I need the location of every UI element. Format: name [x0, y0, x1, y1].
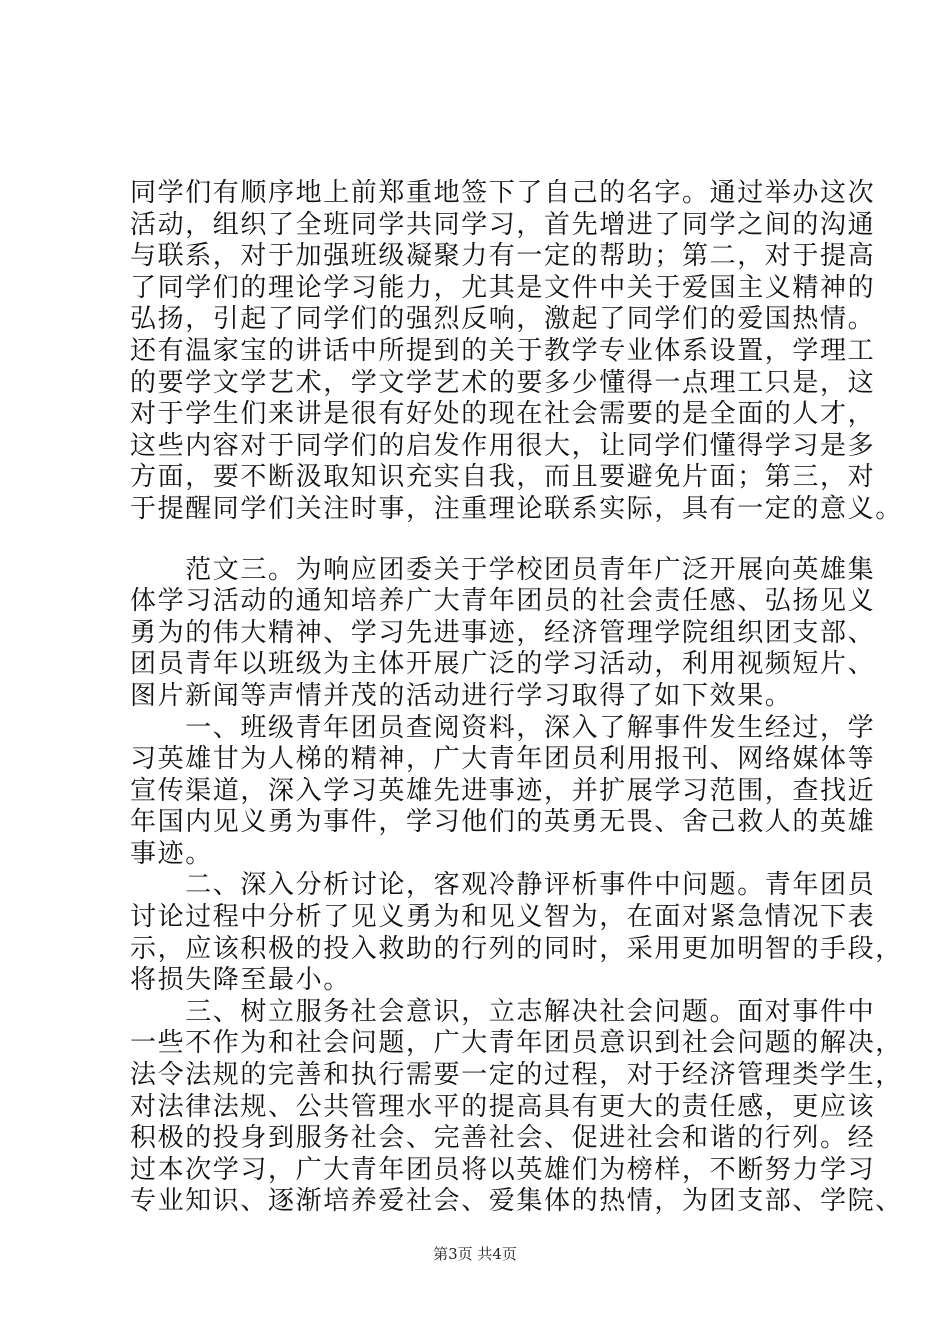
paragraph-gap	[130, 526, 830, 555]
text-line: 二、深入分析讨论，客观冷静评析事件中问题。青年团员	[130, 870, 876, 901]
text-line: 这些内容对于同学们的启发作用很大，让同学们懂得学习是多	[130, 430, 876, 461]
text-line: 过本次学习，广大青年团员将以英雄们为榜样，不断努力学习	[130, 1154, 876, 1185]
text-line: 还有温家宝的讲话中所提到的关于教学专业体系设置，学理工	[130, 335, 876, 366]
text-line: 一些不作为和社会问题，广大青年团员意识到社会问题的解决，	[130, 1028, 903, 1059]
text-line: 对法律法规、公共管理水平的提高具有更大的责任感，更应该	[130, 1091, 876, 1122]
text-line: 弘扬，引起了同学们的强烈反响，激起了同学们的爱国热情。	[130, 304, 876, 335]
text-line: 体学习活动的通知培养广大青年团员的社会责任感、弘扬见义	[130, 586, 876, 617]
text-line: 积极的投身到服务社会、完善社会、促进社会和谐的行列。经	[130, 1123, 876, 1154]
document-body	[130, 178, 903, 1218]
text-line: 勇为的伟大精神、学习先进事迹，经济管理学院组织团支部、	[130, 617, 876, 648]
text-line: 对于学生们来讲是很有好处的现在社会需要的是全面的人才，	[130, 399, 876, 430]
text-line: 团员青年以班级为主体开展广泛的学习活动，利用视频短片、	[130, 649, 876, 680]
text-line: 了同学们的理论学习能力，尤其是文件中关于爱国主义精神的	[130, 272, 876, 303]
text-line: 习英雄甘为人梯的精神，广大青年团员利用报刊、网络媒体等	[130, 744, 876, 775]
text-line: 同学们有顺序地上前郑重地签下了自己的名字。通过举办这次	[130, 178, 876, 208]
text-line: 事迹。	[130, 838, 213, 869]
paragraph-block-2	[130, 554, 903, 1218]
text-line: 将损失降至最小。	[130, 965, 351, 996]
text-line: 讨论过程中分析了见义勇为和见义智为，在面对紧急情况下表	[130, 902, 876, 933]
text-line: 范文三。为响应团委关于学校团员青年广泛开展向英雄集	[130, 554, 876, 585]
text-line: 示，应该积极的投入救助的行列的同时，采用更加明智的手段，	[130, 933, 903, 964]
text-line: 专业知识、逐渐培养爱社会、爱集体的热情，为团支部、学院、	[130, 1186, 903, 1217]
page-footer: 第3页 共4页	[433, 1245, 517, 1263]
text-line: 活动，组织了全班同学共同学习，首先增进了同学之间的沟通	[130, 209, 876, 240]
text-line: 与联系，对于加强班级凝聚力有一定的帮助；第二，对于提高	[130, 241, 876, 272]
text-line: 的要学文学艺术，学文学艺术的要多少懂得一点理工只是，这	[130, 367, 876, 398]
text-line: 图片新闻等声情并茂的活动进行学习取得了如下效果。	[130, 680, 793, 711]
text-line: 一、班级青年团员查阅资料，深入了解事件发生经过，学	[130, 712, 876, 743]
paragraph-block-1	[130, 178, 903, 526]
text-line: 法令法规的完善和执行需要一定的过程，对于经济管理类学生，	[130, 1060, 903, 1091]
text-line: 三、树立服务社会意识，立志解决社会问题。面对事件中	[130, 996, 876, 1027]
text-line: 方面，要不断汲取知识充实自我，而且要避免片面；第三，对	[130, 462, 876, 493]
text-line: 年国内见义勇为事件，学习他们的英勇无畏、舍己救人的英雄	[130, 807, 876, 838]
text-line: 于提醒同学们关注时事，注重理论联系实际，具有一定的意义。	[130, 493, 903, 524]
text-line: 宣传渠道，深入学习英雄先进事迹，并扩展学习范围，查找近	[130, 775, 876, 806]
